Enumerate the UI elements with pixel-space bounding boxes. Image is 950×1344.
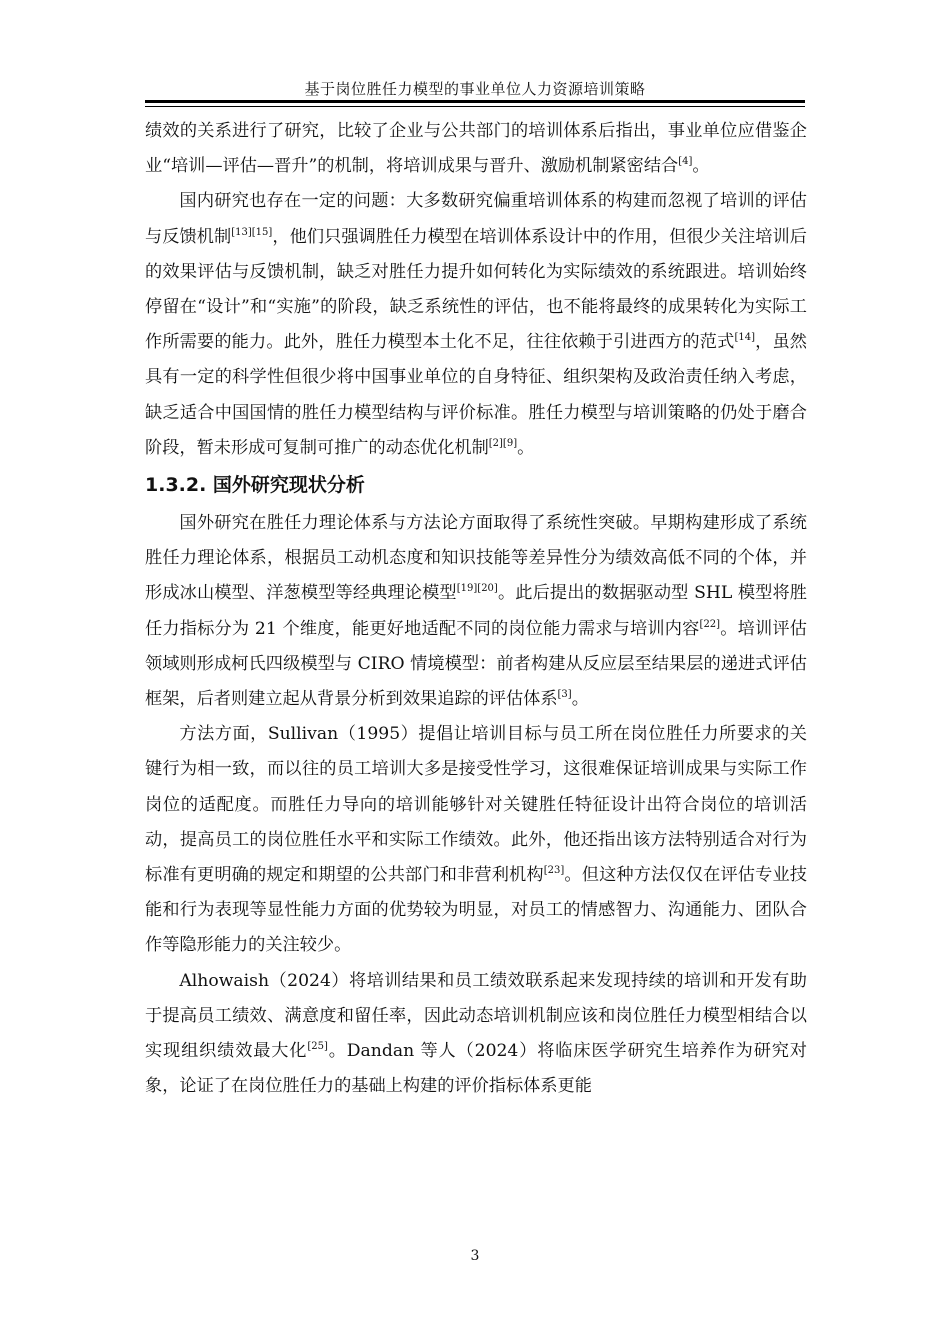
running-header: 基于岗位胜任力模型的事业单位人力资源培训策略 xyxy=(304,80,646,98)
body-text xyxy=(145,114,807,1104)
citation: [13][15] xyxy=(231,226,273,238)
text-run: 方法方面，Sullivan（1995）提倡让培训目标与员工所在岗位胜任力所要求的关键行为相一致，而以往的员工培训大多是接受性学习，这很难保证培训成果与实际工作岗位的适配度。而胜任力导向的培训能够针对关键胜任特征设计出符合岗位的培训活动，提高员工的岗位胜任水平和实际工作绩效。此外，他还指出该方法特别适合对行为标准有更明确的规定和期望的公共部门和非营利机构 xyxy=(145,724,807,886)
paragraph-2 xyxy=(145,184,807,466)
header-rule-thin xyxy=(145,106,805,107)
text-run: 国内研究也存在一定的问题：大多数研究偏重培训体系的构建而忽视了培训的评估与反馈机制 xyxy=(145,191,807,247)
citation: [14] xyxy=(734,332,755,344)
text-run: Alhowaish（2024）将培训结果和员工绩效联系起来发现持续的培训和开发有助于提高员工绩效、满意度和留任率，因此动态培训机制应该和岗位胜任力模型相结合以实现组织绩效最大化 xyxy=(145,970,807,1062)
citation: [19][20] xyxy=(456,583,498,595)
citation: [23] xyxy=(543,865,565,877)
paragraph-5 xyxy=(145,964,807,1105)
paragraph-4 xyxy=(145,717,807,963)
text-run: 。培训评估领域则形成柯氏四级模型与 CIRO 情境模型：前者构建从反应层至结果层的递进式评估框架，后者则建立起从背景分析到效果追踪的评估体系 xyxy=(145,618,807,710)
citation: [3] xyxy=(557,689,572,701)
citation: [22] xyxy=(699,618,721,630)
text-run: 。 xyxy=(517,437,535,458)
citation: [4] xyxy=(678,156,693,168)
text-run: ，虽然具有一定的科学性但很少将中国事业单位的自身特征、组织架构及政治责任纳入考虑，缺乏适合中国国情的胜任力模型结构与评价标准。胜任力模型与培训策略的仍处于磨合阶段，暂未形成可复制可推广的动态优化机制 xyxy=(145,332,807,458)
section-heading: 1.3.2. 国外研究现状分析 xyxy=(145,474,365,497)
text-run: 。 xyxy=(571,689,589,710)
text-run: 绩效的关系进行了研究，比较了企业与公共部门的培训体系后指出，事业单位应借鉴企业“培训—评估—晋升”的机制，将培训成果与晋升、激励机制紧密结合 xyxy=(145,121,807,177)
text-run: 。此后提出的数据驱动型 SHL 模型将胜任力指标分为 21 个维度，能更好地适配不同的岗位能力需求与培训内容 xyxy=(145,583,807,639)
page-number: 3 xyxy=(470,1248,480,1264)
citation: [2][9] xyxy=(488,437,518,449)
text-run: 。但这种方法仅仅在评估专业技能和行为表现等显性能力方面的优势较为明显，对员工的情感智力、沟通能力、团队合作等隐形能力的关注较少。 xyxy=(145,865,807,956)
header-rule-thick xyxy=(145,100,805,103)
text-run: 。 xyxy=(692,156,710,177)
citation: [25] xyxy=(307,1041,328,1053)
text-run: 。Dandan 等人（2024）将临床医学研究生培养作为研究对象，论证了在岗位胜任力的基础上构建的评价指标体系更能 xyxy=(145,1041,807,1097)
text-run: 国外研究在胜任力理论体系与方法论方面取得了系统性突破。早期构建形成了系统胜任力理论体系，根据员工动机态度和知识技能等差异性分为绩效高低不同的个体，并形成冰山模型、洋葱模型等经典理论模型 xyxy=(145,513,807,604)
paragraph-1 xyxy=(145,114,807,184)
text-run: ，他们只强调胜任力模型在培训体系设计中的作用，但很少关注培训后的效果评估与反馈机制，缺乏对胜任力提升如何转化为实际绩效的系统跟进。培训始终停留在“设计”和“实施”的阶段，缺乏系统性的评估，也不能将最终的成果转化为实际工作所需要的能力。此外，胜任力模型本土化不足，往往依赖于引进西方的范式 xyxy=(145,226,807,353)
paragraph-3 xyxy=(145,506,807,717)
